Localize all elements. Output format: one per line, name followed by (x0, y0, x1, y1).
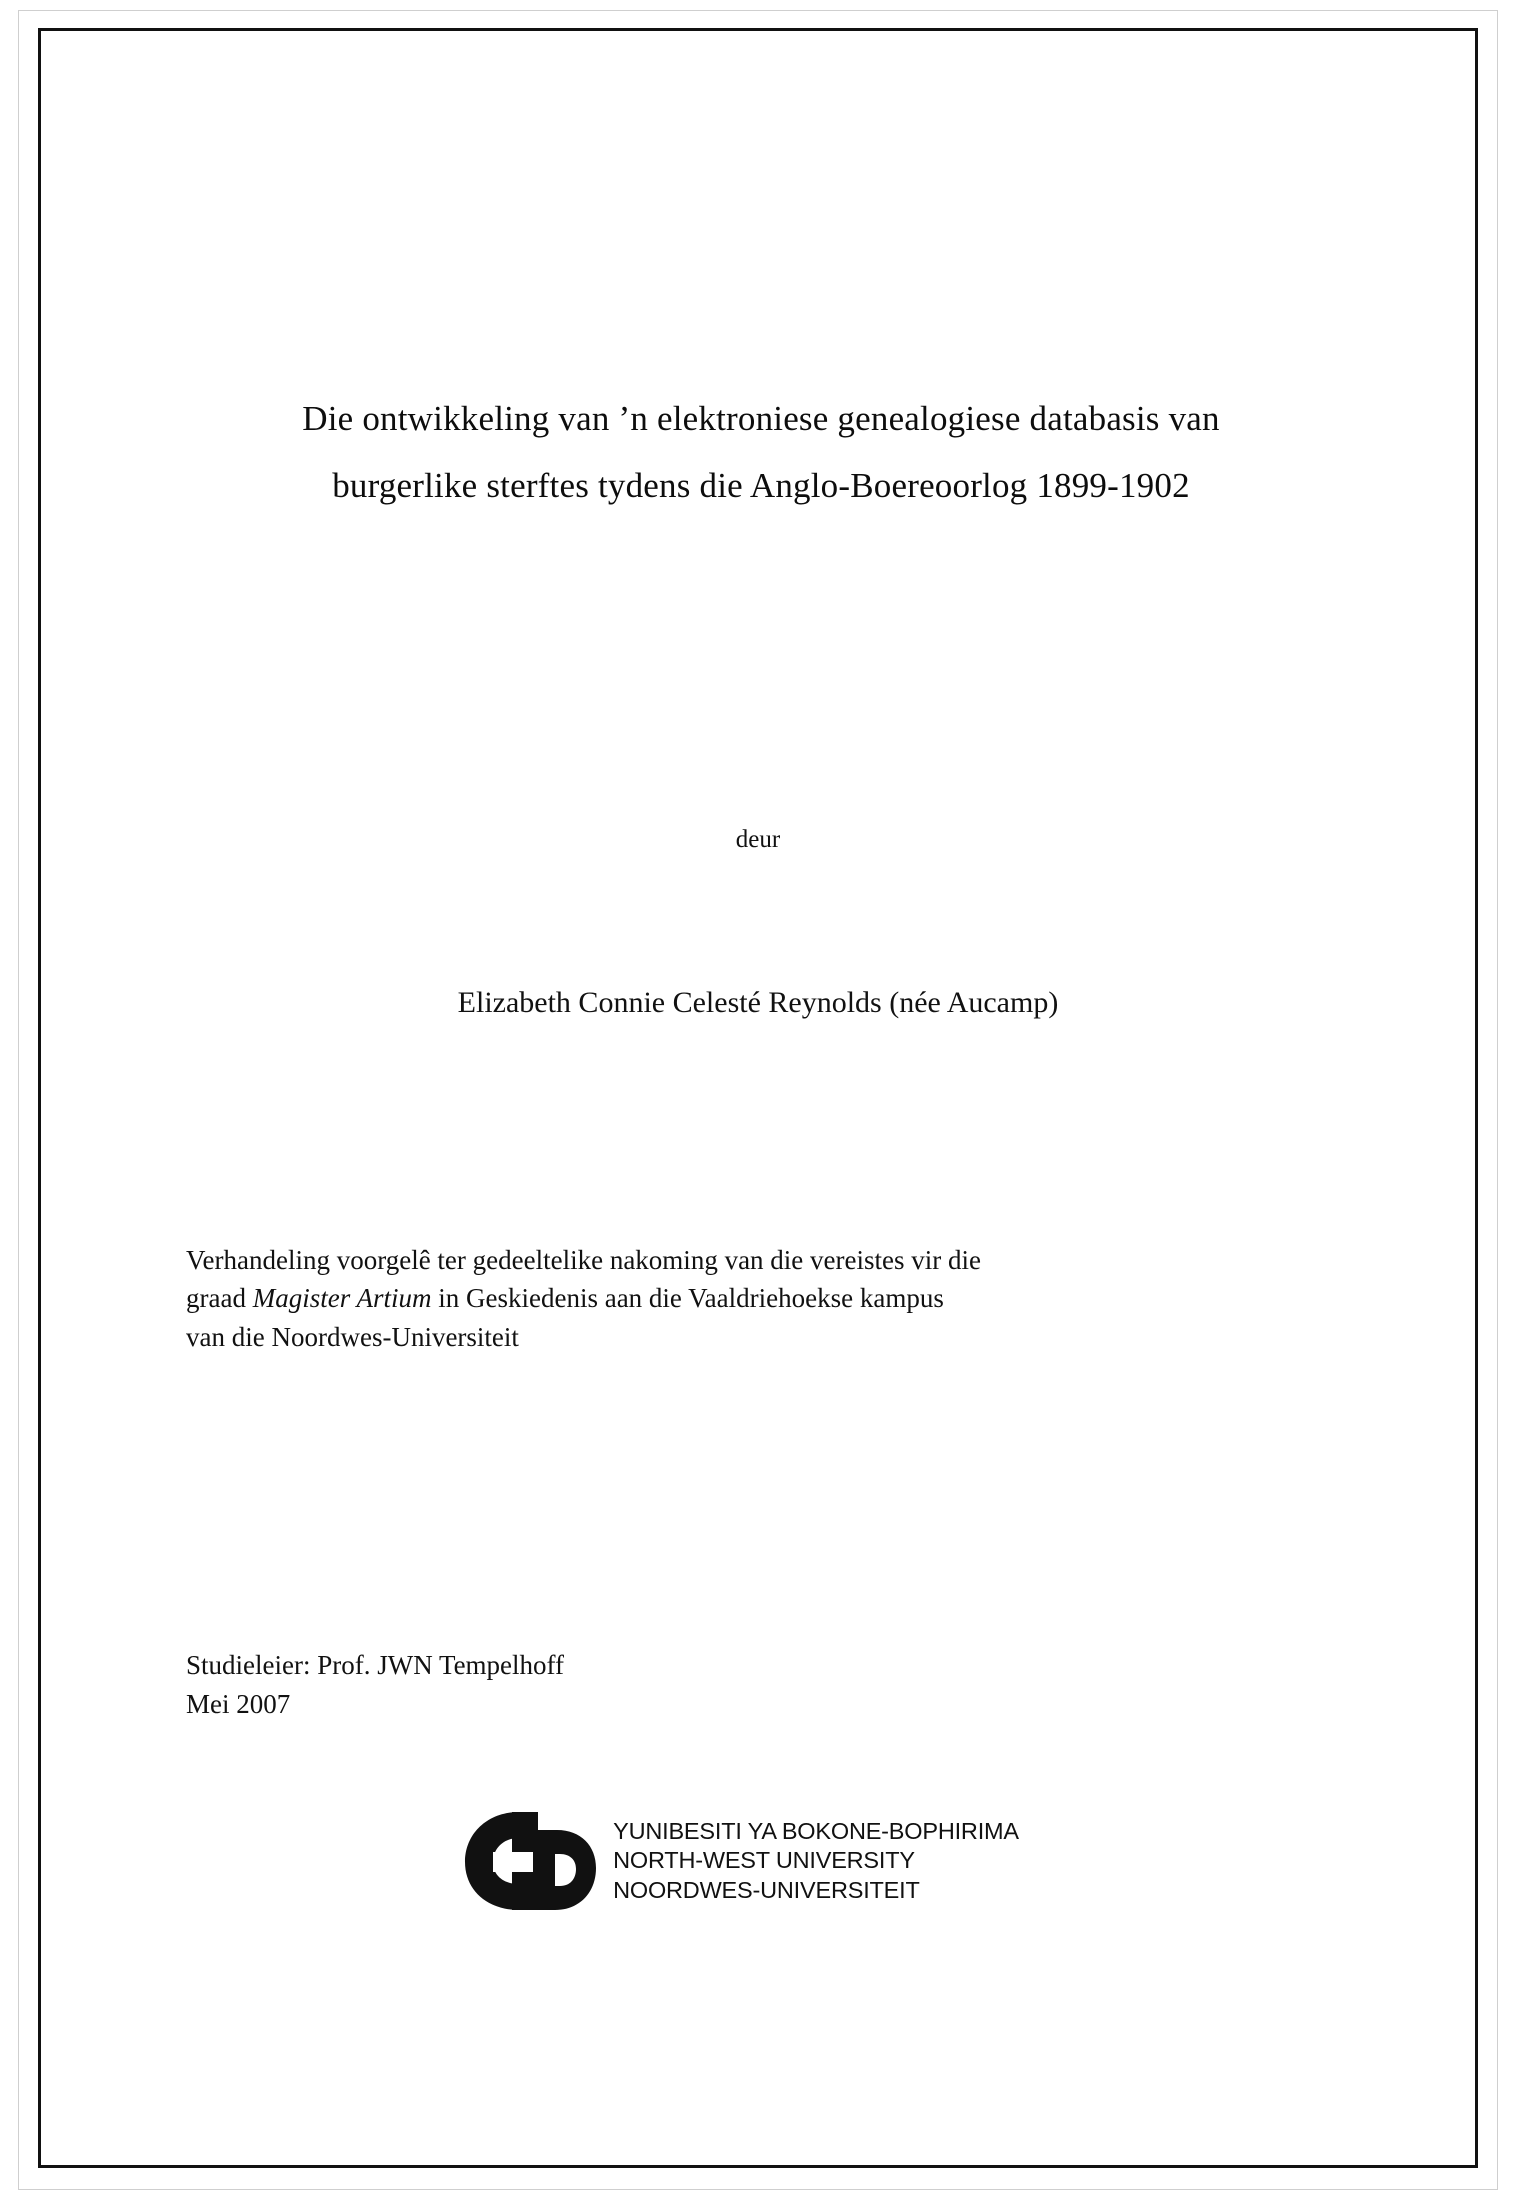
logo-text-line-1: YUNIBESITI YA BOKONE-BOPHIRIMA (613, 1817, 1019, 1844)
supervisor-line: Studieleier: Prof. JWN Tempelhoff (186, 1650, 565, 1680)
degree-statement-line-2-suffix: in Geskiedenis aan die Vaaldriehoekse kampus (431, 1283, 944, 1314)
degree-statement-line-2 (186, 1279, 1341, 1317)
degree-statement-line-3: van die Noordwes-Universiteit (186, 1321, 519, 1352)
title-line-1: Die ontwikkeling van ’n elektroniese genealogiese databasis van (302, 399, 1220, 438)
degree-statement (186, 1241, 1341, 1356)
logo-text-line-3: NOORDWES-UNIVERSITEIT (613, 1876, 920, 1903)
date-line: Mei 2007 (186, 1689, 291, 1720)
page-border-frame (38, 28, 1478, 2168)
logo-text (613, 1817, 1019, 1905)
title-page-content (41, 31, 1475, 2165)
author-name: Elizabeth Connie Celesté Reynolds (née Aucamp) (457, 986, 1059, 1019)
page-title (181, 386, 1341, 519)
supervisor-block (186, 1646, 564, 1724)
degree-statement-line-1: Verhandeling voorgelê ter gedeeltelike nakoming van die vereistes vir die (186, 1245, 981, 1275)
logo-text-line-2: NORTH-WEST UNIVERSITY (613, 1847, 915, 1874)
university-logo (41, 1806, 1475, 1916)
logo-inner (457, 1806, 1019, 1916)
title-line-2: burgerlike sterftes tydens die Anglo-Boereoorlog 1899-1902 (332, 465, 1190, 505)
north-west-university-logo-icon (457, 1806, 607, 1916)
by-label: deur (735, 826, 781, 853)
degree-name-italic: Magister Artium (252, 1283, 432, 1314)
degree-statement-line-2-prefix: graad (186, 1283, 253, 1314)
